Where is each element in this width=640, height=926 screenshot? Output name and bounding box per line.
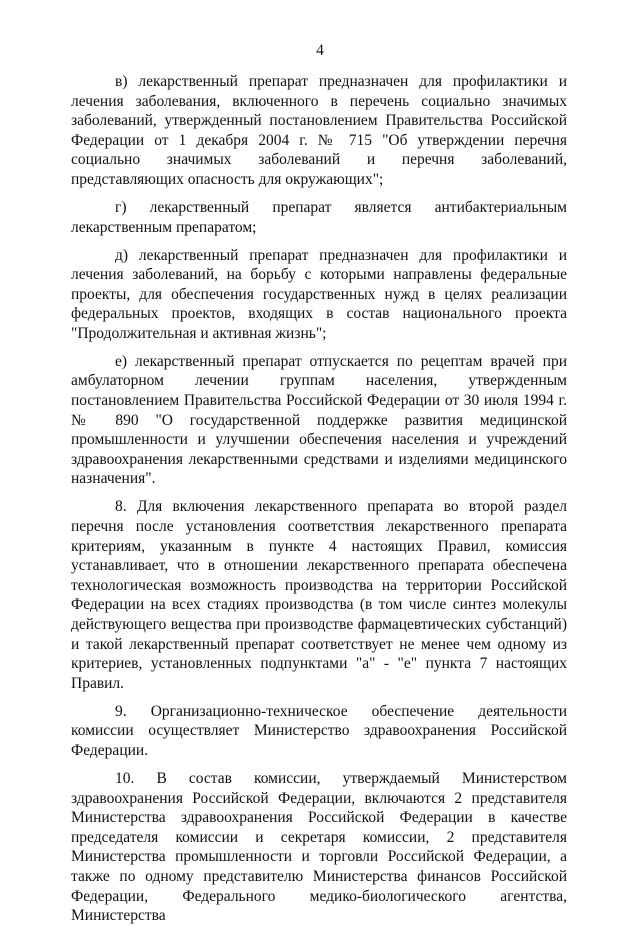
paragraph-item-9: 9. Организационно-техническое обеспечение деятельности комиссии осуществляет Министерство здравоохранения Российской Федерации. (71, 702, 567, 759)
paragraph-subitem-v: в) лекарственный препарат предназначен для профилактики и лечения заболевания, включенного в перечень социально значимых заболеваний, утвержденный постановлением Правительства Российской Федерации от 1 декабря 2004 г. № 715 "Об утверждении перечня социально значимых заболеваний и перечня заболеваний, представляющих опасность для окружающих"; (71, 73, 567, 188)
document-body (71, 72, 567, 926)
paragraph-item-8: 8. Для включения лекарственного препарата во второй раздел перечня после установления соответствия лекарственного препарата критериям, указанным в пункте 4 настоящих Правил, комиссия устанавливает, что в отношении лекарственного препарата обеспечена технологическая возможность производства на территории Российской Федерации на всех стадиях производства (в том числе синтез молекулы действующего вещества при производстве фармацевтических субстанций) и такой лекарственный препарат соответствует не менее чем одному из критериев, установленных подпунктами "а" - "е" пункта 7 настоящих Правил. (71, 498, 567, 692)
page-number: 4 (316, 42, 324, 59)
paragraph-subitem-g: г) лекарственный препарат является антибактериальным лекарственным препаратом; (71, 198, 567, 236)
paragraph-subitem-d: д) лекарственный препарат предназначен для профилактики и лечения заболеваний, на борьбу с которыми направлены федеральные проекты, для обеспечения государственных нужд в целях реализации федеральных проектов, входящих в состав национального проекта "Продолжительная и активная жизнь"; (71, 246, 567, 342)
paragraph-subitem-e: е) лекарственный препарат отпускается по рецептам врачей при амбулаторном лечении группам населения, утвержденным постановлением Правительства Российской Федерации от 30 июля 1994 г. № 890 "О государственной поддержке развития медицинской промышленности и улучшении обеспечения населения и учреждений здравоохранения лекарственными средствами и изделиями медицинского назначения". (71, 352, 567, 488)
paragraph-item-10: 10. В состав комиссии, утверждаемый Министерством здравоохранения Российской Федерации, включаются 2 представителя Министерства здравоохранения Российской Федерации в качестве председателя комиссии и секретаря комиссии, 2 представителя Министерства промышленности и торговли Российской Федерации, а также по одному представителю Министерства финансов Российской Федерации, Федерального медико-биологического агентства, Министерства (71, 769, 567, 925)
